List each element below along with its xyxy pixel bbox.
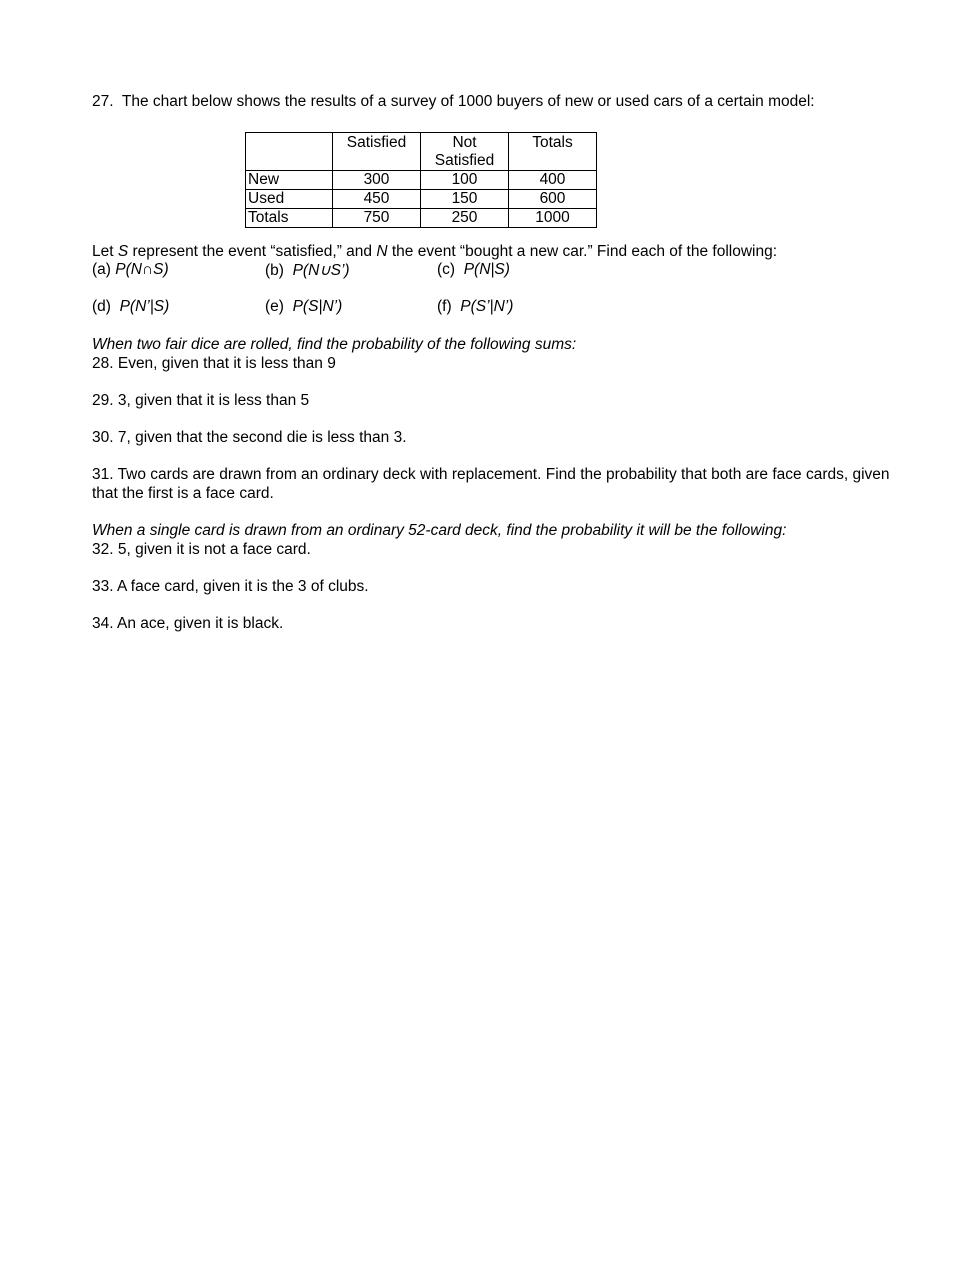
question-text: The chart below shows the results of a survey of 1000 buyers of new or used cars of a certain model: bbox=[121, 93, 815, 110]
table-cell: 100 bbox=[421, 171, 509, 190]
part-c: (c) P(N|S) bbox=[437, 261, 510, 278]
row-label: Totals bbox=[246, 209, 333, 228]
table-header-row bbox=[246, 133, 597, 171]
table-cell: 600 bbox=[509, 190, 597, 209]
question-33: 33. A face card, given it is the 3 of clubs. bbox=[92, 578, 369, 595]
table-header-cell: Totals bbox=[509, 133, 597, 171]
dice-instructions: When two fair dice are rolled, find the probability of the following sums: bbox=[92, 336, 577, 353]
table-cell: 150 bbox=[421, 190, 509, 209]
table-cell: 1000 bbox=[509, 209, 597, 228]
table-cell: 750 bbox=[333, 209, 421, 228]
part-f: (f) P(S’|N’) bbox=[437, 298, 514, 315]
question-32: 32. 5, given it is not a face card. bbox=[92, 541, 311, 558]
table-cell: 400 bbox=[509, 171, 597, 190]
event-definition: Let S represent the event “satisfied,” and N the event “bought a new car.” Find each of the following: bbox=[92, 243, 778, 260]
card-instructions: When a single card is drawn from an ordinary 52-card deck, find the probability it will be the following: bbox=[92, 522, 787, 539]
part-d: (d) P(N’|S) bbox=[92, 298, 170, 315]
survey-table bbox=[245, 132, 597, 228]
table-header-cell: Satisfied bbox=[333, 133, 421, 171]
row-label: New bbox=[246, 171, 333, 190]
part-b: (b) P(N∪S’) bbox=[265, 262, 350, 279]
parts-row-2 bbox=[92, 298, 892, 317]
question-31: 31. Two cards are drawn from an ordinary deck with replacement. Find the probability that both are face cards, given that the first is a face card. bbox=[92, 466, 890, 502]
question-27 bbox=[92, 92, 892, 111]
table-header-cell: Not Satisfied bbox=[421, 133, 509, 171]
table-cell: 450 bbox=[333, 190, 421, 209]
table-cell: 300 bbox=[333, 171, 421, 190]
part-a: (a) P(N∩S) bbox=[92, 261, 169, 278]
table-row bbox=[246, 190, 597, 209]
question-28: 28. Even, given that it is less than 9 bbox=[92, 355, 336, 372]
table-cell: 250 bbox=[421, 209, 509, 228]
row-label: Used bbox=[246, 190, 333, 209]
question-30: 30. 7, given that the second die is less than 3. bbox=[92, 429, 407, 446]
question-number: 27. bbox=[92, 93, 114, 110]
table-header-cell bbox=[246, 133, 333, 171]
question-34: 34. An ace, given it is black. bbox=[92, 615, 284, 632]
table-row bbox=[246, 209, 597, 228]
worksheet-page bbox=[92, 92, 892, 633]
part-e: (e) P(S|N’) bbox=[265, 298, 343, 315]
table-row bbox=[246, 171, 597, 190]
question-29: 29. 3, given that it is less than 5 bbox=[92, 392, 310, 409]
parts-row-1 bbox=[92, 261, 892, 280]
